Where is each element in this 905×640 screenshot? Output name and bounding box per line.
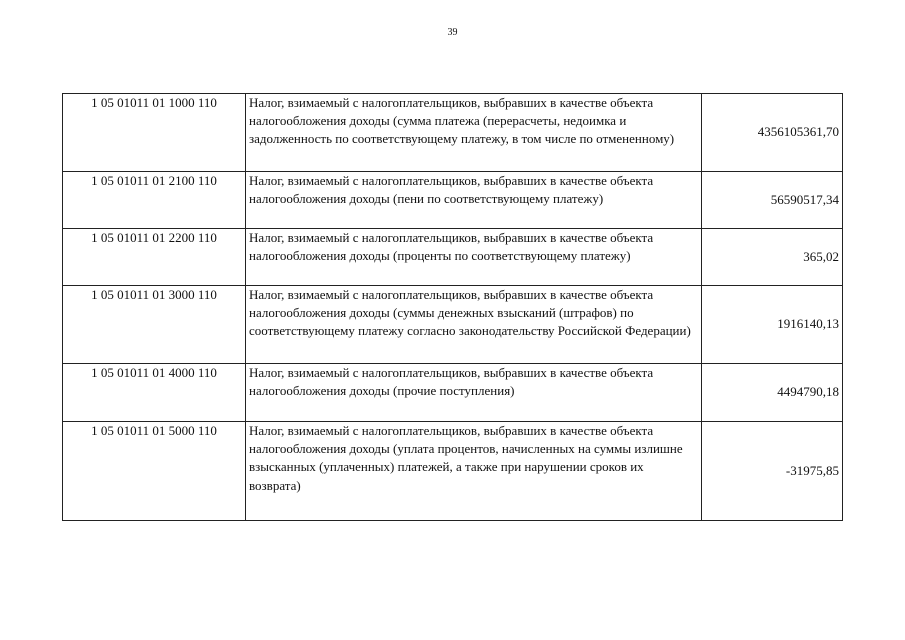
budget-classification-code: 1 05 01011 01 4000 110 <box>63 364 246 422</box>
table-row <box>63 286 843 364</box>
revenue-description: Налог, взимаемый с налогоплательщиков, выбравших в качестве объекта налогообложения доходы (проценты по соответствующему платежу) <box>246 229 702 286</box>
revenue-amount: 4494790,18 <box>702 364 843 422</box>
revenue-amount: 1916140,13 <box>702 286 843 364</box>
revenue-amount: 4356105361,70 <box>702 94 843 172</box>
budget-classification-code: 1 05 01011 01 1000 110 <box>63 94 246 172</box>
table-row <box>63 229 843 286</box>
page-number: 39 <box>447 27 458 38</box>
budget-classification-code: 1 05 01011 01 3000 110 <box>63 286 246 364</box>
revenue-description: Налог, взимаемый с налогоплательщиков, выбравших в качестве объекта налогообложения доходы (прочие поступления) <box>246 364 702 422</box>
budget-classification-code: 1 05 01011 01 2200 110 <box>63 229 246 286</box>
revenue-description: Налог, взимаемый с налогоплательщиков, выбравших в качестве объекта налогообложения доходы (уплата процентов, начисленных на суммы излишне взысканных (уплаченных) платежей, а также при нарушении сроков их возврата) <box>246 422 702 521</box>
revenue-amount: 56590517,34 <box>702 172 843 229</box>
revenue-description: Налог, взимаемый с налогоплательщиков, выбравших в качестве объекта налогообложения доходы (суммы денежных взысканий (штрафов) по соответствующему платежу согласно законодательству Российской Федерации) <box>246 286 702 364</box>
budget-revenue-table <box>62 93 843 521</box>
revenue-amount: 365,02 <box>702 229 843 286</box>
revenue-amount: -31975,85 <box>702 422 843 521</box>
table-row <box>63 364 843 422</box>
budget-classification-code: 1 05 01011 01 2100 110 <box>63 172 246 229</box>
revenue-description: Налог, взимаемый с налогоплательщиков, выбравших в качестве объекта налогообложения доходы (пени по соответствующему платежу) <box>246 172 702 229</box>
table-row <box>63 94 843 172</box>
revenue-description: Налог, взимаемый с налогоплательщиков, выбравших в качестве объекта налогообложения доходы (сумма платежа (перерасчеты, недоимка и задолженность по соответствующему платежу, в том числе по отмененному) <box>246 94 702 172</box>
table-row <box>63 172 843 229</box>
budget-classification-code: 1 05 01011 01 5000 110 <box>63 422 246 521</box>
table-row <box>63 422 843 521</box>
